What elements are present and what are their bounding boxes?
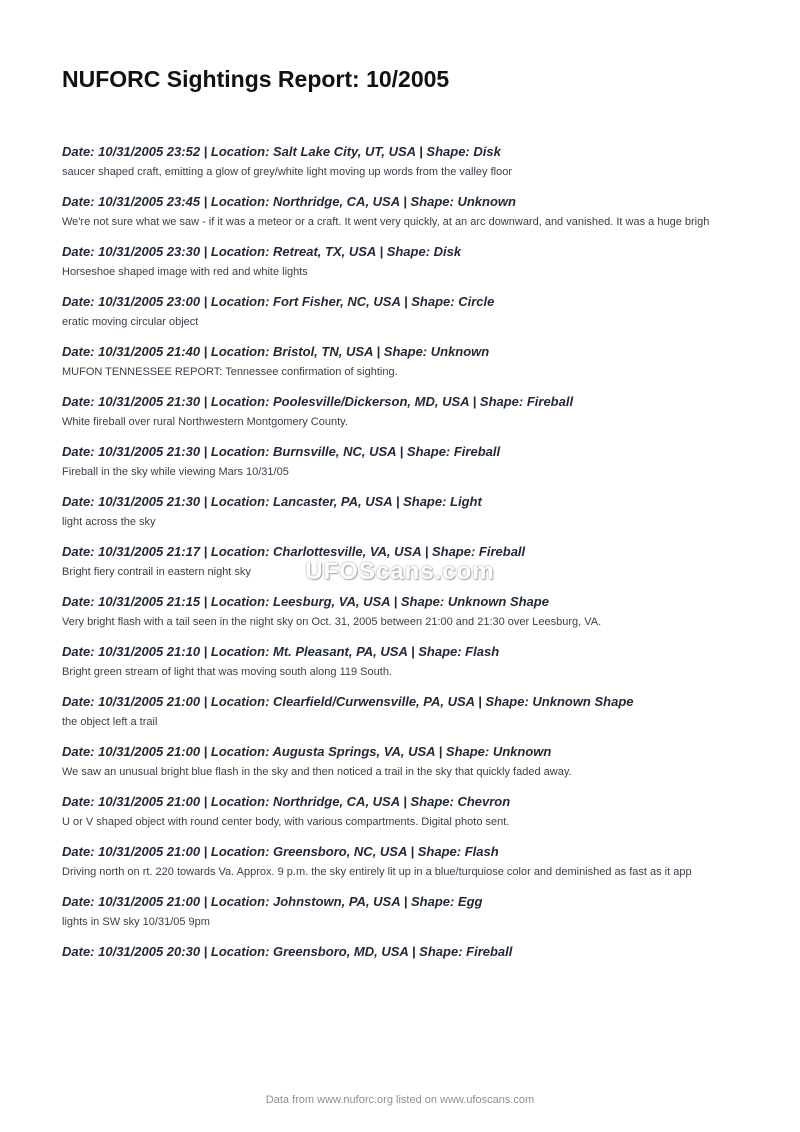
sighting-entry [62, 643, 742, 680]
sighting-entry [62, 843, 742, 880]
sighting-header: Date: 10/31/2005 23:45 | Location: Northridge, CA, USA | Shape: Unknown [62, 194, 516, 209]
sighting-entry [62, 293, 742, 330]
sighting-description: eratic moving circular object [62, 316, 199, 328]
sighting-entry [62, 593, 742, 630]
sighting-header: Date: 10/31/2005 20:30 | Location: Greensboro, MD, USA | Shape: Fireball [62, 944, 513, 959]
sighting-entry [62, 193, 742, 230]
sighting-description: Fireball in the sky while viewing Mars 10/31/05 [62, 466, 289, 478]
sighting-description: lights in SW sky 10/31/05 9pm [62, 916, 210, 928]
sighting-description: Horseshoe shaped image with red and white lights [62, 266, 308, 278]
sighting-header: Date: 10/31/2005 23:00 | Location: Fort Fisher, NC, USA | Shape: Circle [62, 294, 495, 309]
page-title: NUFORC Sightings Report: 10/2005 [62, 66, 450, 92]
sighting-description: White fireball over rural Northwestern Montgomery County. [62, 416, 348, 428]
sighting-header: Date: 10/31/2005 21:40 | Location: Bristol, TN, USA | Shape: Unknown [62, 344, 490, 359]
watermark: UFOScans.com [305, 558, 495, 585]
sighting-description: light across the sky [62, 516, 156, 528]
footer: Data from www.nuforc.org listed on www.ufoscans.com [265, 1094, 535, 1106]
sighting-header: Date: 10/31/2005 21:30 | Location: Poolesville/Dickerson, MD, USA | Shape: Fireball [62, 394, 574, 409]
sighting-entry [62, 143, 742, 180]
sighting-header: Date: 10/31/2005 21:00 | Location: Clearfield/Curwensville, PA, USA | Shape: Unknown Shape [62, 694, 634, 709]
sighting-description: Very bright flash with a tail seen in the night sky on Oct. 31, 2005 between 21:00 and 21:30 over Leesburg, VA. [62, 616, 602, 628]
sighting-header: Date: 10/31/2005 21:00 | Location: Greensboro, NC, USA | Shape: Flash [62, 844, 499, 859]
sighting-entry [62, 793, 742, 830]
sighting-description: saucer shaped craft, emitting a glow of grey/white light moving up words from the valley floor [62, 166, 512, 178]
sighting-header: Date: 10/31/2005 21:00 | Location: Northridge, CA, USA | Shape: Chevron [62, 794, 511, 809]
sighting-header: Date: 10/31/2005 21:10 | Location: Mt. Pleasant, PA, USA | Shape: Flash [62, 644, 500, 659]
sighting-description: We saw an unusual bright blue flash in the sky and then noticed a trail in the sky that quickly faded away. [62, 766, 572, 778]
sighting-description: We're not sure what we saw - if it was a meteor or a craft. It went very quickly, at an arc downward, and vanished. It was a huge brigh [62, 216, 710, 228]
sighting-description: Driving north on rt. 220 towards Va. Approx. 9 p.m. the sky entirely lit up in a blue/turquiose color and deminished as fast as it app [62, 866, 692, 878]
sighting-header: Date: 10/31/2005 21:15 | Location: Leesburg, VA, USA | Shape: Unknown Shape [62, 594, 549, 609]
sighting-description: MUFON TENNESSEE REPORT: Tennessee confirmation of sighting. [62, 366, 398, 378]
sighting-entry [62, 693, 742, 730]
sighting-header: Date: 10/31/2005 23:30 | Location: Retreat, TX, USA | Shape: Disk [62, 244, 462, 259]
sighting-description: the object left a trail [62, 716, 158, 728]
sighting-header: Date: 10/31/2005 23:52 | Location: Salt Lake City, UT, USA | Shape: Disk [62, 144, 501, 159]
sighting-description: Bright fiery contrail in eastern night sky [62, 566, 251, 578]
sighting-header: Date: 10/31/2005 21:00 | Location: Augusta Springs, VA, USA | Shape: Unknown [62, 744, 552, 759]
sighting-header: Date: 10/31/2005 21:17 | Location: Charlottesville, VA, USA | Shape: Fireball [62, 544, 526, 559]
sighting-description: Bright green stream of light that was moving south along 119 South. [62, 666, 392, 678]
sighting-entry [62, 893, 742, 930]
sighting-header: Date: 10/31/2005 21:30 | Location: Burnsville, NC, USA | Shape: Fireball [62, 444, 501, 459]
sighting-entry [62, 343, 742, 380]
sighting-entry [62, 493, 742, 530]
sighting-entry [62, 393, 742, 430]
sighting-header: Date: 10/31/2005 21:30 | Location: Lancaster, PA, USA | Shape: Light [62, 494, 482, 509]
sighting-entry [62, 243, 742, 280]
sighting-entry [62, 443, 742, 480]
sighting-header: Date: 10/31/2005 21:00 | Location: Johnstown, PA, USA | Shape: Egg [62, 894, 483, 909]
sighting-entry [62, 943, 742, 960]
sighting-entry [62, 743, 742, 780]
sighting-description: U or V shaped object with round center body, with various compartments. Digital photo sent. [62, 816, 510, 828]
